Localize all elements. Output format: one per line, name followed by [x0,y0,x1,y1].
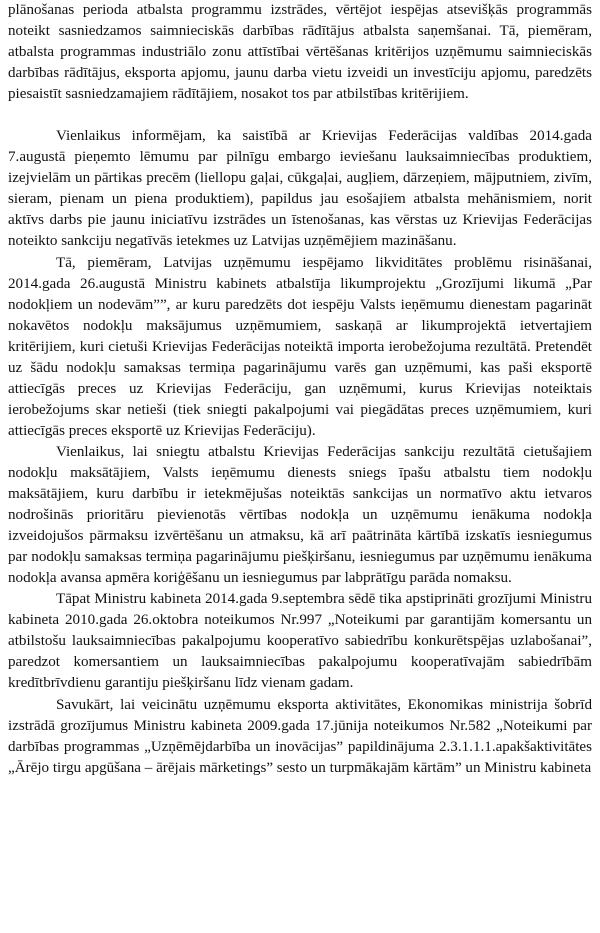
paragraph-revenue-service-support: Vienlaikus, lai sniegtu atbalstu Krievijas Federācijas sankciju rezultātā cietušajiem nodokļu maksātājiem, Valsts ieņēmumu dienests sniegs īpašu atbalstu tiem nodokļu maksātājiem, kuru darbību ir ietekmējušas noteiktās sankcijas un normatīvo aktu ietvaros nodrošinās prioritāru pievienotās vērtības nodokļa un uzņēmumu ienākuma nodokļa izveidojušos pārmaksu izvērtēšanu un atmaksu, kā arī paātrināta kārtībā izskatīs iesniegumus par nodokļu samaksas termiņa pagarinājumu piešķiršanu, iesniegumus par uzņēmumu ienākuma nodokļa avansa apmēra koriģēšanu un iesniegumus par labprātīgu parāda nomaksu. [8,443,592,587]
paragraph-export-activities: Savukārt, lai veicinātu uzņēmumu eksporta aktivitātes, Ekonomikas ministrija šobrīd izstrādā grozījumus Ministru kabineta 2009.gada 17.jūnija noteikumos Nr.582 „Noteikumi par darbības programmas „Uzņēmējdarbība un inovācijas” papildinājuma 2.3.1.1.1.apakšaktivitātes „Ārējo tirgu apgūšana – ārējais mārketings” sesto un turpmākajām kārtām” un Ministru kabineta [8,696,592,776]
document-body [8,0,592,779]
paragraph-embargo-initiatives: Vienlaikus informējam, ka saistībā ar Krievijas Federācijas valdības 2014.gada 7.augustā pieņemto lēmumu par pilnīgu embargo ieviešanu lauksaimniecības produktiem, izejvielām un pārtikas precēm (liellopu gaļai, cūkgaļai, augļiem, dārzeņiem, mājputniem, zivīm, sieram, pienam un piena produktiem), papildus jau esošajiem atbalsta mehānismiem, norit aktīvs darbs pie jaunu iniciatīvu izstrādes un īstenošanas, kas vērstas uz Krievijas Federācijas noteikto sankciju negatīvās ietekmes uz Latvijas uzņēmējiem mazināšanu. [8,128,592,250]
paragraph-tax-deferral-bill: Tā, piemēram, Latvijas uzņēmumu iespējamo likviditātes problēmu risināšanai, 2014.gada 26.augustā Ministru kabinets atbalstīja likumprojektu „Grozījumi likumā „Par nodokļiem un nodevām””, ar kuru paredzēts dot iespēju Valsts ieņēmumu dienestam pagarināt nokavētos nodokļu maksājumus uzņēmumiem, saskaņā ar likumprojektā ietvertajiem kritērijiem, kuri cietuši Krievijas Federācijas noteiktā importa ierobežojuma rezultātā. Pretendēt uz šādu nodokļu samaksas termiņa pagarinājumu varēs gan uzņēmumi, kas paši eksportē attiecīgās preces uz Krievijas Federāciju, gan uzņēmumi, kurus Krievijas noteiktais ierobežojums skar netieši (tiek sniegti pakalpojumi vai piegādātas preces uzņēmumiem, kuri attiecīgās preces eksportē uz Krievijas Federāciju). [8,254,592,439]
paragraph-support-programmes: plānošanas perioda atbalsta programmu izstrādes, vērtējot iespējas atsevišķās programmās noteikt sasniedzamos saimnieciskās darbības rādītājus atbalsta saņemšanai. Tā, piemēram, atbalsta programmas industriālo zonu attīstībai vērtēšanas kritērijos uzņēmumu saimnieciskās darbības rādītājus, eksporta apjomu, jaunu darba vietu izveidi un investīciju apjomu, paredzēts piesaistīt sasniedzamajiem rādītājiem, nosakot tos par atbilstības kritērijiem. [8,2,592,103]
paragraph-credit-guarantees: Tāpat Ministru kabineta 2014.gada 9.septembra sēdē tika apstiprināti grozījumi Ministru kabineta 2010.gada 26.oktobra noteikumos Nr.997 „Noteikumi par garantijām komersantu un atbilstošu lauksaimniecības pakalpojumu kooperatīvo sabiedrību konkurētspējas uzlabošanai”, paredzot komersantiem un lauksaimniecības pakalpojumu kooperatīvajām sabiedrībām kredītbrīvdienu garantiju piešķiršanu līdz vienam gadam. [8,591,592,692]
